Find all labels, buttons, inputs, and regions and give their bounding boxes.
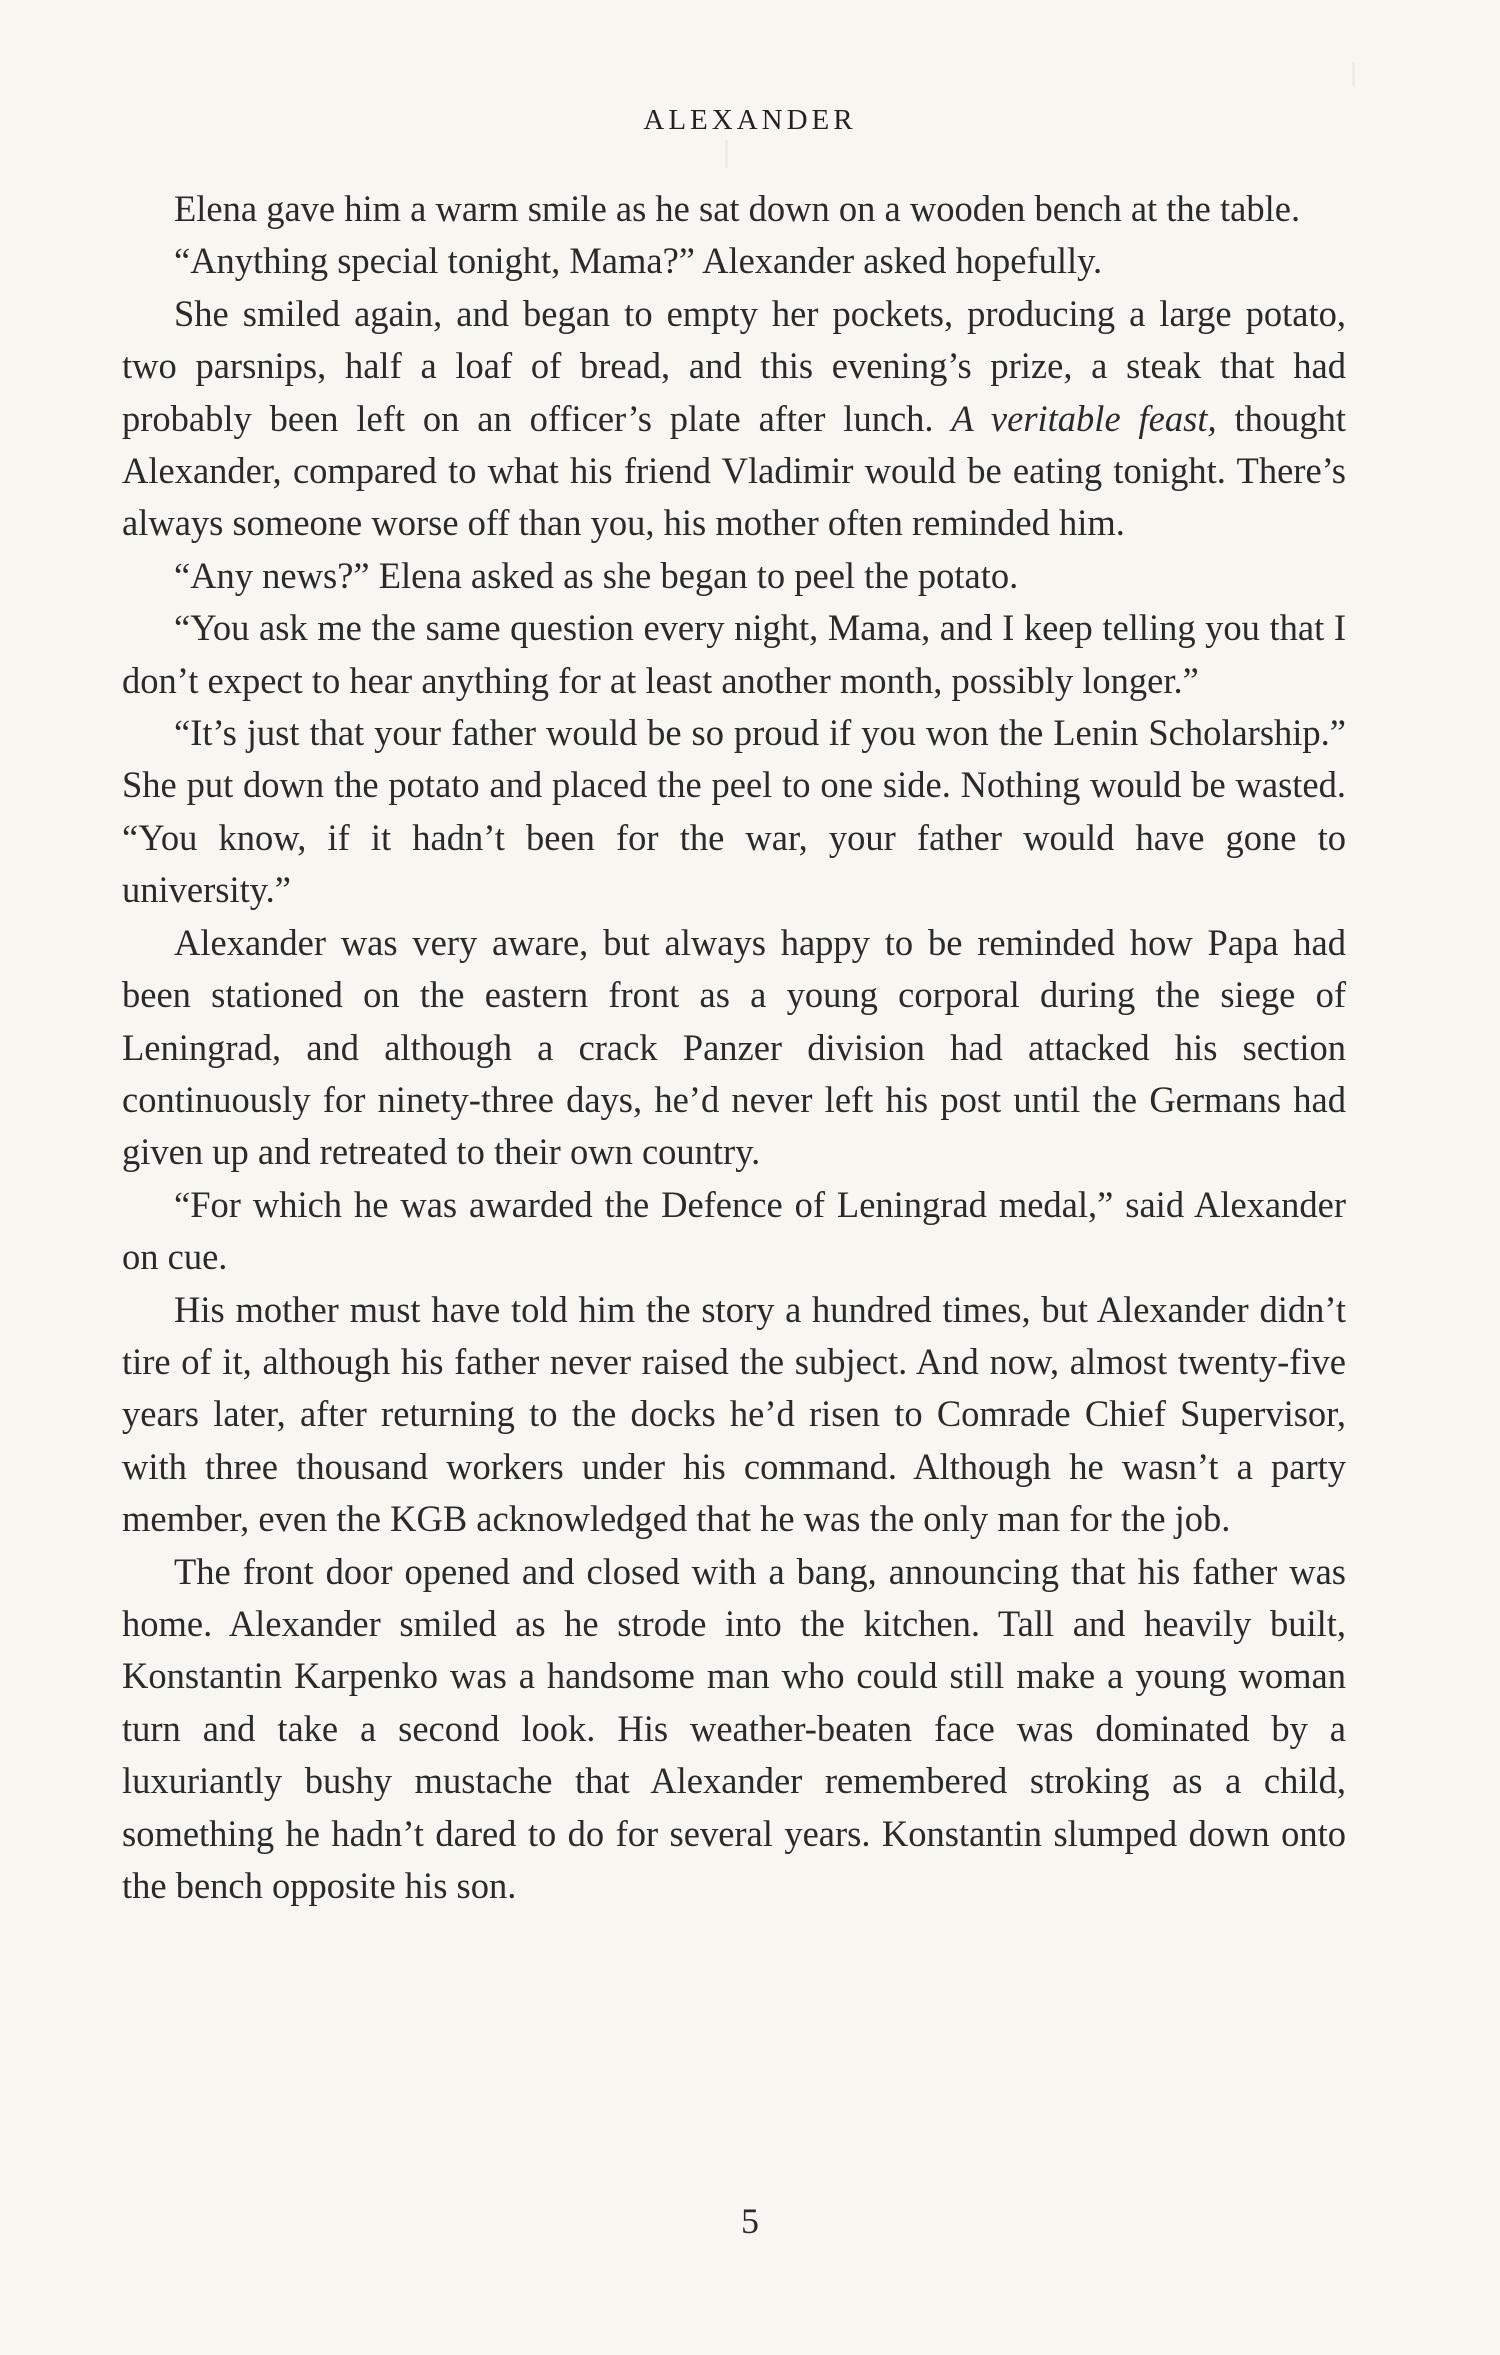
paragraph — [122, 288, 1346, 550]
text-run: “Anything special tonight, Mama?” Alexander asked hopefully. — [174, 240, 1103, 282]
chapter-body — [122, 183, 1346, 1912]
paragraph — [122, 1179, 1346, 1284]
scan-mark — [1352, 62, 1355, 86]
text-run: thought Alexander, compared to what his friend Vladimir would be eating tonight. There’s always someone worse off than you, his mother often reminded him. — [122, 397, 1346, 544]
text-run: Elena gave him a warm smile as he sat down on a wooden bench at the table. — [174, 188, 1301, 229]
paragraph — [122, 235, 1346, 287]
running-head: ALEXANDER — [643, 104, 857, 136]
paragraph — [122, 602, 1346, 707]
text-run: She smiled again, and began to empty her pockets, producing a large potato, two parsnips, half a loaf of bread, and this evening’s prize, a steak that had probably been left on an officer’s plate after lunch. — [122, 292, 1346, 439]
paragraph — [122, 917, 1346, 1179]
text-run: “For which he was awarded the Defence of Leningrad medal,” said Alexander on cue. — [122, 1183, 1346, 1278]
text-run: Alexander was very aware, but always happy to be reminded how Papa had been stationed on the eastern front as a young corporal during the siege of Leningrad, and although a crack Panzer division had attacked his section continuously for ninety-three days, he’d never left his post until the Germans had given up and retreated to their own country. — [122, 921, 1346, 1173]
paragraph — [122, 1546, 1346, 1913]
paragraph — [122, 707, 1346, 917]
paragraph — [122, 550, 1346, 602]
text-run: His mother must have told him the story a hundred times, but Alexander didn’t tire of it, although his father never raised the subject. And now, almost twenty-five years later, after returning to the docks he’d risen to Comrade Chief Supervisor, with three thousand workers under his command. Although he wasn’t a party member, even the KGB acknowledged that he was the only man for the job. — [122, 1288, 1346, 1540]
paragraph — [122, 183, 1346, 235]
text-run: “You ask me the same question every night, Mama, and I keep telling you that I don’t expect to hear anything for at least another month, possibly longer.” — [122, 607, 1346, 701]
paragraph — [122, 1284, 1346, 1546]
text-run: “Any news?” Elena asked as she began to peel the potato. — [174, 554, 1019, 596]
text-run: The front door opened and closed with a bang, announcing that his father was home. Alexander smiled as he strode into the kitchen. Tall and heavily built, Konstantin Karpenko was a handsome man who could still make a young woman turn and take a second look. His weather-beaten face was dominated by a luxuriantly bushy mustache that Alexander remembered stroking as a child, something he hadn’t dared to do for several years. Konstantin slumped down onto the bench opposite his son. — [122, 1550, 1346, 1906]
italic-text: A veritable feast, — [951, 397, 1217, 439]
text-run: “It’s just that your father would be so proud if you won the Lenin Scholarship.” She put down the potato and placed the peel to one side. Nothing would be wasted. “You know, if it hadn’t been for the war, your father would have gone to university.” — [122, 712, 1346, 911]
scan-mark — [725, 140, 728, 168]
page-number: 5 — [741, 2201, 759, 2241]
